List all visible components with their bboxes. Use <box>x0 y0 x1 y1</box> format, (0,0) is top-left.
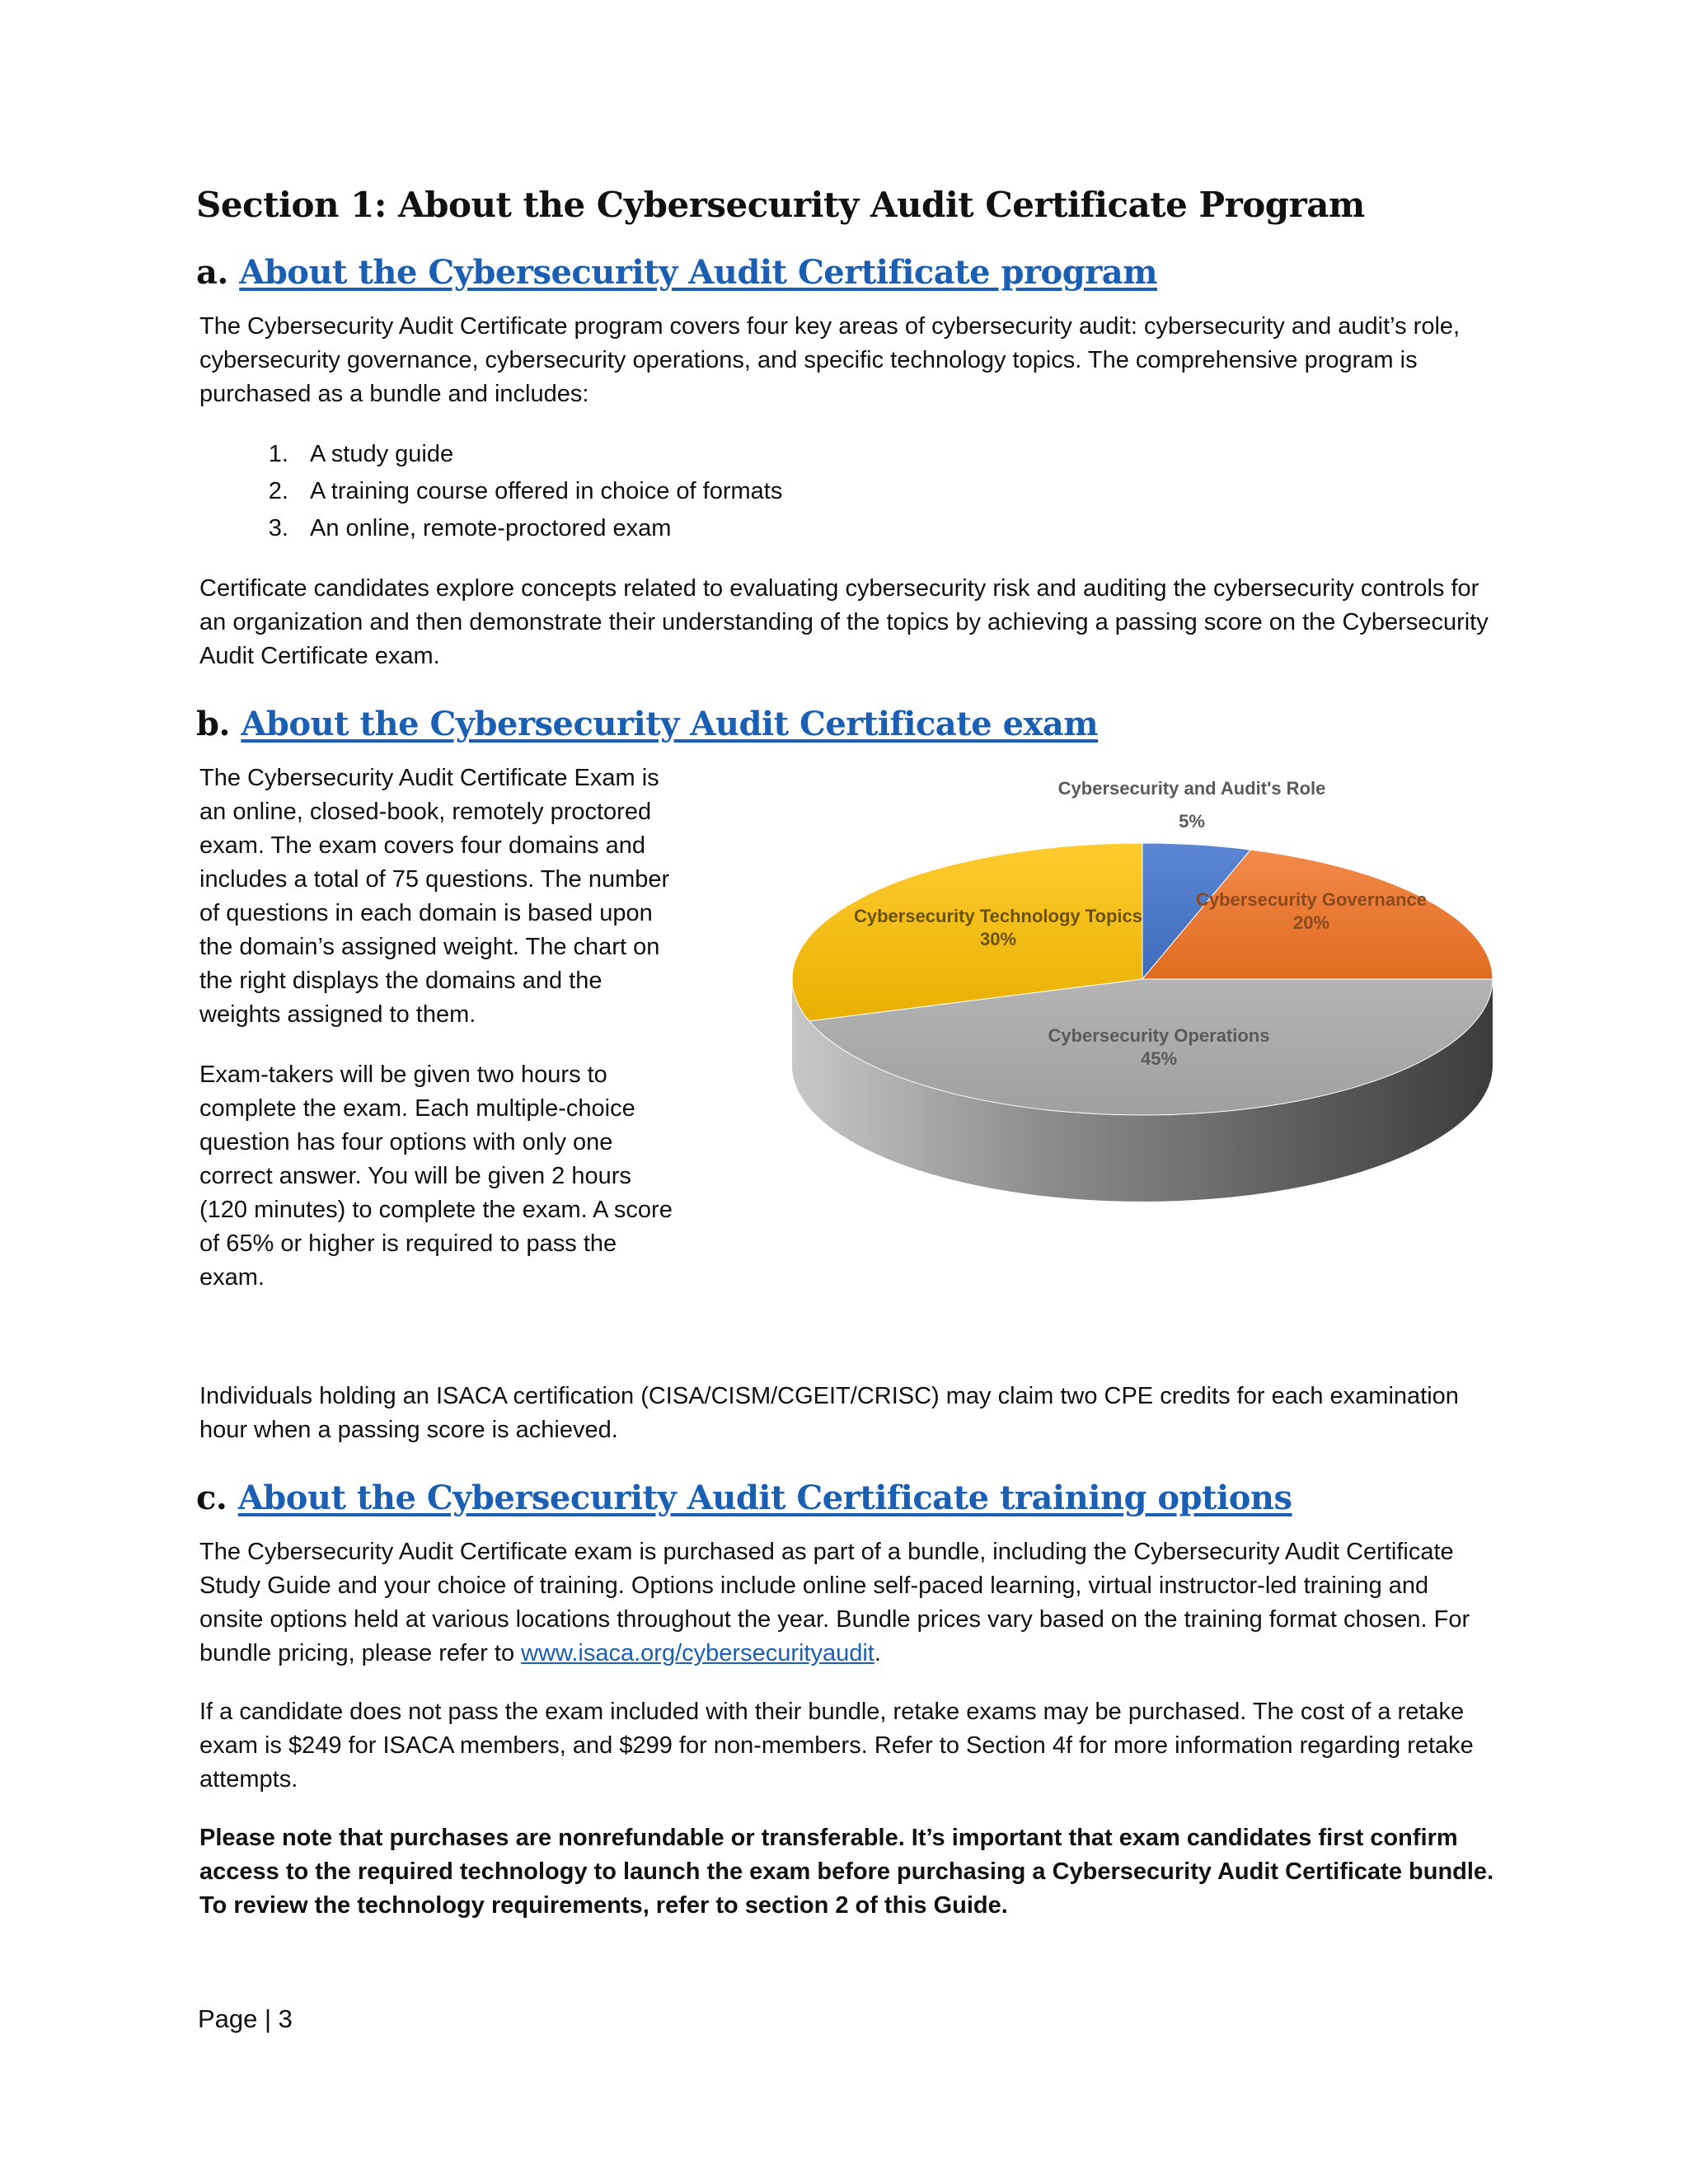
training-paragraph-2: If a candidate does not pass the exam included with their bundle, retake exams may be purchased. The cost of a retake exam is $249 for ISACA members, and $299 for non-members. Refer to Section 4f for more information regarding retake attempts. <box>199 1699 1474 1793</box>
training-paragraph-1 <box>199 1535 1498 1671</box>
exam-paragraph-2: Exam-takers will be given two hours to complete the exam. Each multiple-choice question has four options with only one correct answer. You will be given 2 hours (120 minutes) to complete the exam. A score of 65% or higher is required to pass the exam. <box>199 1062 673 1291</box>
subsection-a-intro: The Cybersecurity Audit Certificate program covers four key areas of cybersecurity audit: cybersecurity and audit’s role, cybersecurity governance, cybersecurity operations, and specific technology topics. The comprehensive program is purchased as a bundle and includes: <box>199 313 1461 407</box>
pie-category-label: Cybersecurity Technology Topics <box>853 906 1143 926</box>
exam-block <box>196 762 1498 1355</box>
bundle-list <box>196 436 1498 547</box>
list-item: 2. A training course offered in choice of formats <box>295 473 1498 510</box>
page-content <box>196 185 1498 1947</box>
subsection-b-heading <box>196 705 1498 743</box>
subsection-b-link[interactable]: About the Cybersecurity Audit Certificate exam <box>241 705 1099 743</box>
exam-paragraph-1: The Cybersecurity Audit Certificate Exam is an online, closed-book, remotely proctored exam. The exam covers four domains and includes a total of 75 questions. The number of questions in each domain is based upon the domain’s assigned weight. The chart on the right displays the domains and the weights assigned to them. <box>199 765 670 1028</box>
pie-value-label: 20% <box>1292 912 1330 933</box>
pie-value-label: 30% <box>979 929 1017 949</box>
domain-weight-pie-chart <box>788 773 1530 1284</box>
subsection-a-closing: Certificate candidates explore concepts related to evaluating cybersecurity risk and auditing the cybersecurity controls for an organization and then demonstrate their understanding of the topics by achieving a passing score on the Cybersecurity Audit Certificate exam. <box>199 575 1489 669</box>
subsection-a-heading <box>196 253 1498 292</box>
section-title: Section 1: About the Cybersecurity Audit Certificate Program <box>196 185 1365 225</box>
subsection-a-link[interactable]: About the Cybersecurity Audit Certificate program <box>239 253 1158 292</box>
subsection-b-prefix: b. <box>196 705 230 743</box>
pie-category-label: Cybersecurity Governance <box>1195 889 1428 910</box>
subsection-c-link[interactable]: About the Cybersecurity Audit Certificate training options <box>237 1479 1292 1517</box>
subsection-c-prefix: c. <box>196 1479 227 1517</box>
exam-text <box>196 762 674 1321</box>
list-item: 1. A study guide <box>295 436 1498 473</box>
pie-value-label: 45% <box>1140 1048 1178 1069</box>
isaca-url-link[interactable]: www.isaca.org/cybersecurityaudit <box>521 1640 874 1666</box>
purchase-note: Please note that purchases are nonrefundable or transferable. It’s important that exam candidates first confirm access to the required technology to launch the exam before purchasing a Cybersecurity Audit Certificate bundle. To review the technology requirements, refer to section 2 of this Guide. <box>199 1825 1494 1919</box>
subsection-a-prefix: a. <box>196 253 228 292</box>
page-number: Page | 3 <box>198 2004 293 2033</box>
pie-category-label: Cybersecurity and Audit's Role <box>1057 778 1326 799</box>
subsection-c-heading <box>196 1479 1498 1517</box>
pie-category-label: Cybersecurity Operations <box>1048 1025 1270 1046</box>
pie-value-label: 5% <box>1179 811 1205 832</box>
list-item: 3. An online, remote-proctored exam <box>295 510 1498 547</box>
training-paragraph-1-text: The Cybersecurity Audit Certificate exam is purchased as part of a bundle, including the Cybersecurity Audit Certificate Study Guide and your choice of training. Options include online self-paced learning, virtual instructor-led training and onsite options held at various locations throughout the year. Bundle prices vary based on the training format chosen. For bundle pricing, please refer to <box>199 1539 1470 1666</box>
exam-paragraph-3: Individuals holding an ISACA certification (CISA/CISM/CGEIT/CRISC) may claim two CPE credits for each examination hour when a passing score is achieved. <box>199 1383 1459 1443</box>
training-paragraph-1-end: . <box>874 1640 881 1666</box>
